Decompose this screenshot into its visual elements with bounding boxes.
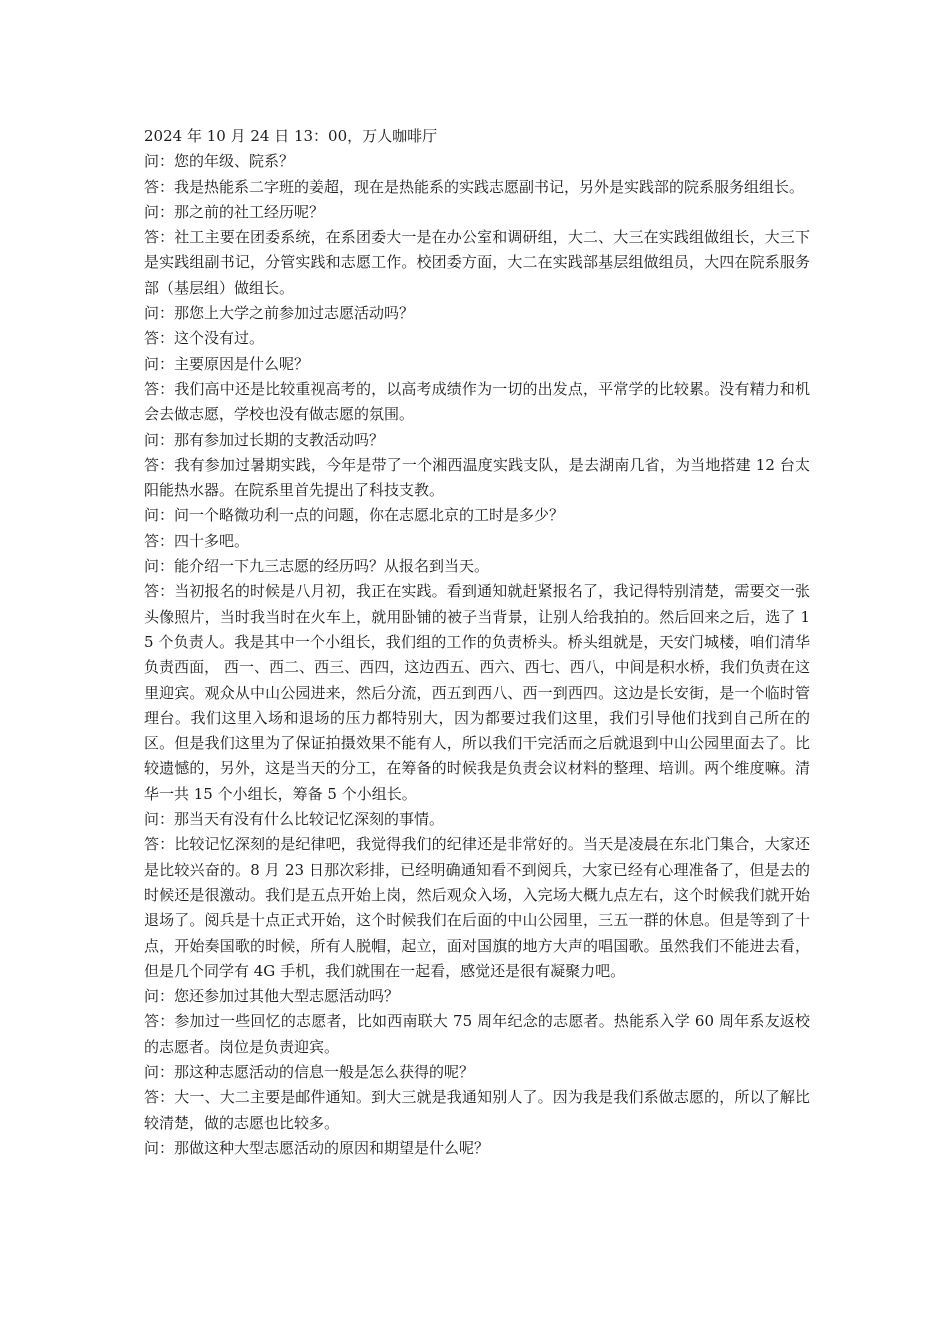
question-memorable-event: 问：那当天有没有什么比较记忆深刻的事情。 <box>144 810 445 829</box>
answer-volunteer-before-college: 答：这个没有过。 <box>144 329 265 348</box>
question-volunteer-hours: 问：问一个略微功利一点的问题，你在志愿北京的工时是多少？ <box>144 506 565 525</box>
answer-social-work: 答：社工主要在团委系统，在系团委大一是在办公室和调研组，大二、大三在实践组做组长，大三下是实践组副书记，分管实践和志愿工作。校团委方面，大二在实践部基层组做组员，大四在院系服务部（基层组）做组长。 <box>144 228 810 297</box>
question-other-large-events: 问：您还参加过其他大型志愿活动吗？ <box>144 987 400 1006</box>
answer-grade-department: 答：我是热能系二字班的姜超，现在是热能系的实践志愿副书记，另外是实践部的院系服务组组长。 <box>144 177 805 196</box>
question-long-term-teaching: 问：那有参加过长期的支教活动吗？ <box>144 430 385 449</box>
question-social-work: 问：那之前的社工经历呢？ <box>144 202 325 221</box>
question-info-source: 问：那这种志愿活动的信息一般是怎么获得的呢？ <box>144 1062 475 1081</box>
question-main-reason: 问：主要原因是什么呢？ <box>144 354 310 373</box>
interview-header-line: 2024 年 10 月 24 日 13：00，万人咖啡厅 <box>144 127 438 145</box>
answer-sept3-experience: 答：当初报名的时候是八月初，我正在实践。看到通知就赶紧报名了，我记得特别清楚，需要交一张头像照片，当时我当时在火车上，就用卧铺的被子当背景，让别人给我拍的。然后回来之后，选了 15 个负责人。我是其中一个小组长，我们组的工作的负责桥头。桥头组就是，天安门城楼，咱们清华负责西面， 西一、西二、西三、西四，这边西五、西六、西七、西八，中间是积水桥，我们负责在这里迎宾。观众从中山公园进来，然后分流，西五到西八、西一到西四。这边是长安街，是一个临时管理台。我们这里入场和退场的压力都特别大，因为都要过我们这里，我们引导他们找到自己所在的区。但是我们这里为了保证拍摄效果不能有人，所以我们干完活而之后就退到中山公园里面去了。比较遗憾的，另外，这是当天的分工，在筹备的时候我是负责会议材料的整理、培训。两个维度嘛。清华一共 15 个小组长，筹备 5 个小组长。 <box>144 582 810 803</box>
answer-main-reason: 答：我们高中还是比较重视高考的，以高考成绩作为一切的出发点，平常学的比较累。没有精力和机会去做志愿，学校也没有做志愿的氛围。 <box>144 379 810 424</box>
answer-memorable-event: 答：比较记忆深刻的是纪律吧，我觉得我们的纪律还是非常好的。当天是凌晨在东北门集合，大家还是比较兴奋的。8 月 23 日那次彩排，已经明确通知看不到阅兵，大家已经有心理准备了，但是去的时候还是很激动。我们是五点开始上岗，然后观众入场，入完场大概九点左右，这个时候我们就开始退场了。阅兵是十点正式开始，这个时候我们在后面的中山公园里，三五一群的休息。但是等到了十点，开始奏国歌的时候，所有人脱帽，起立，面对国旗的地方大声的唱国歌。虽然我们不能进去看，但是几个同学有 4G 手机，我们就围在一起看，感觉还是很有凝聚力吧。 <box>144 835 810 980</box>
answer-other-large-events: 答：参加过一些回忆的志愿者，比如西南联大 75 周年纪念的志愿者。热能系入学 60 周年系友返校的志愿者。岗位是负责迎宾。 <box>144 1012 810 1056</box>
question-sept3-experience: 问：能介绍一下九三志愿的经历吗？从报名到当天。 <box>144 557 490 576</box>
answer-info-source: 答：大一、大二主要是邮件通知。到大三就是我通知别人了。因为我是我们系做志愿的，所以了解比较清楚，做的志愿也比较多。 <box>144 1088 810 1132</box>
question-reasons-expectations: 问：那做这种大型志愿活动的原因和期望是什么呢？ <box>144 1138 490 1157</box>
question-grade-department: 问：您的年级、院系？ <box>144 152 295 171</box>
answer-volunteer-hours: 答：四十多吧。 <box>144 531 250 550</box>
document-page <box>144 124 810 1161</box>
answer-long-term-teaching: 答：我有参加过暑期实践，今年是带了一个湘西温度实践支队，是去湖南几省，为当地搭建 12 台太阳能热水器。在院系里首先提出了科技支教。 <box>144 455 810 500</box>
question-volunteer-before-college: 问：那您上大学之前参加过志愿活动吗？ <box>144 304 415 323</box>
